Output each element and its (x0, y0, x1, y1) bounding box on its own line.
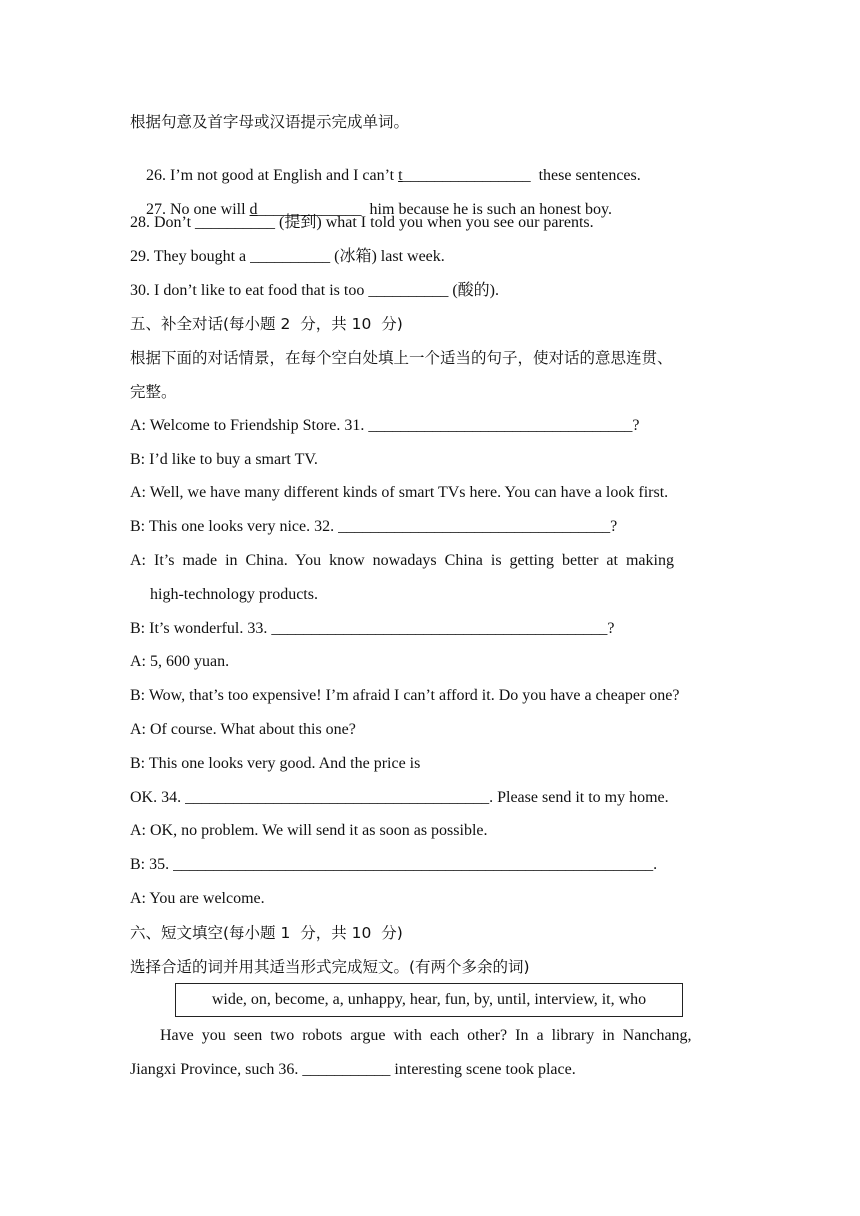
dialog-line: OK. 34. ______________________________________. Please send it to my home. (130, 789, 669, 806)
passage-line-1: Have you seen two robots argue with each other? In a library in Nanchang, (160, 1027, 692, 1044)
section4-instruction: 根据句意及首字母或汉语提示完成单词。 (130, 113, 410, 131)
dialog-line: B: 35. ____________________________________________________________. (130, 856, 658, 873)
question-28: 28. Don’t __________ (提到) what I told you when you see our parents. (130, 214, 594, 231)
dialog-line: B: It’s wonderful. 33. __________________________________________? (130, 620, 615, 637)
question-29: 29. They bought a __________ (冰箱) last week. (130, 248, 445, 265)
q26-blank: ________________ (402, 167, 531, 184)
dialog-line: A: You are welcome. (130, 890, 265, 907)
dialog-line: A: Well, we have many different kinds of smart TVs here. You can have a look first. (130, 484, 669, 501)
q27-blank: _____________ (257, 201, 362, 218)
dialog-line: A: Of course. What about this one? (130, 721, 356, 738)
q26-text: 26. I’m not good at English and I can’t (146, 167, 399, 184)
q26-letter: t (398, 167, 403, 184)
passage-line-2: Jiangxi Province, such 36. ___________ interesting scene took place. (130, 1061, 576, 1078)
dialog-line: A: It’s made in China. You know nowadays China is getting better at making (130, 552, 674, 569)
q26-tail: these sentences. (530, 167, 641, 184)
dialog-line: B: Wow, that’s too expensive! I’m afraid I can’t afford it. Do you have a cheaper one? (130, 687, 680, 704)
section5-instruction-1: 根据下面的对话情景，在每个空白处填上一个适当的句子，使对话的意思连贯、 (130, 349, 673, 367)
section5-title: 五、补全对话(每小题 2 分，共 10 分) (130, 315, 403, 333)
section6-title: 六、短文填空(每小题 1 分，共 10 分) (130, 924, 403, 942)
dialog-line: high-technology products. (150, 586, 318, 603)
dialog-line: A: 5, 600 yuan. (130, 653, 230, 670)
section5-instruction-2: 完整。 (130, 383, 177, 401)
dialog-line: B: This one looks very good. And the price is (130, 755, 421, 772)
word-bank-box: wide, on, become, a, unhappy, hear, fun, by, until, interview, it, who (175, 983, 683, 1017)
q27-tail: him because he is such an honest boy. (361, 201, 613, 218)
q27-letter: d (249, 201, 258, 218)
q27-text: 27. No one will (146, 201, 250, 218)
question-30: 30. I don’t like to eat food that is too __________ (酸的). (130, 282, 499, 299)
dialog-line: B: I’d like to buy a smart TV. (130, 451, 318, 468)
dialog-line: A: OK, no problem. We will send it as soon as possible. (130, 822, 488, 839)
dialog-line: B: This one looks very nice. 32. __________________________________? (130, 518, 618, 535)
section6-instruction: 选择合适的词并用其适当形式完成短文。(有两个多余的词) (130, 958, 530, 976)
dialog-line: A: Welcome to Friendship Store. 31. _________________________________? (130, 417, 640, 434)
